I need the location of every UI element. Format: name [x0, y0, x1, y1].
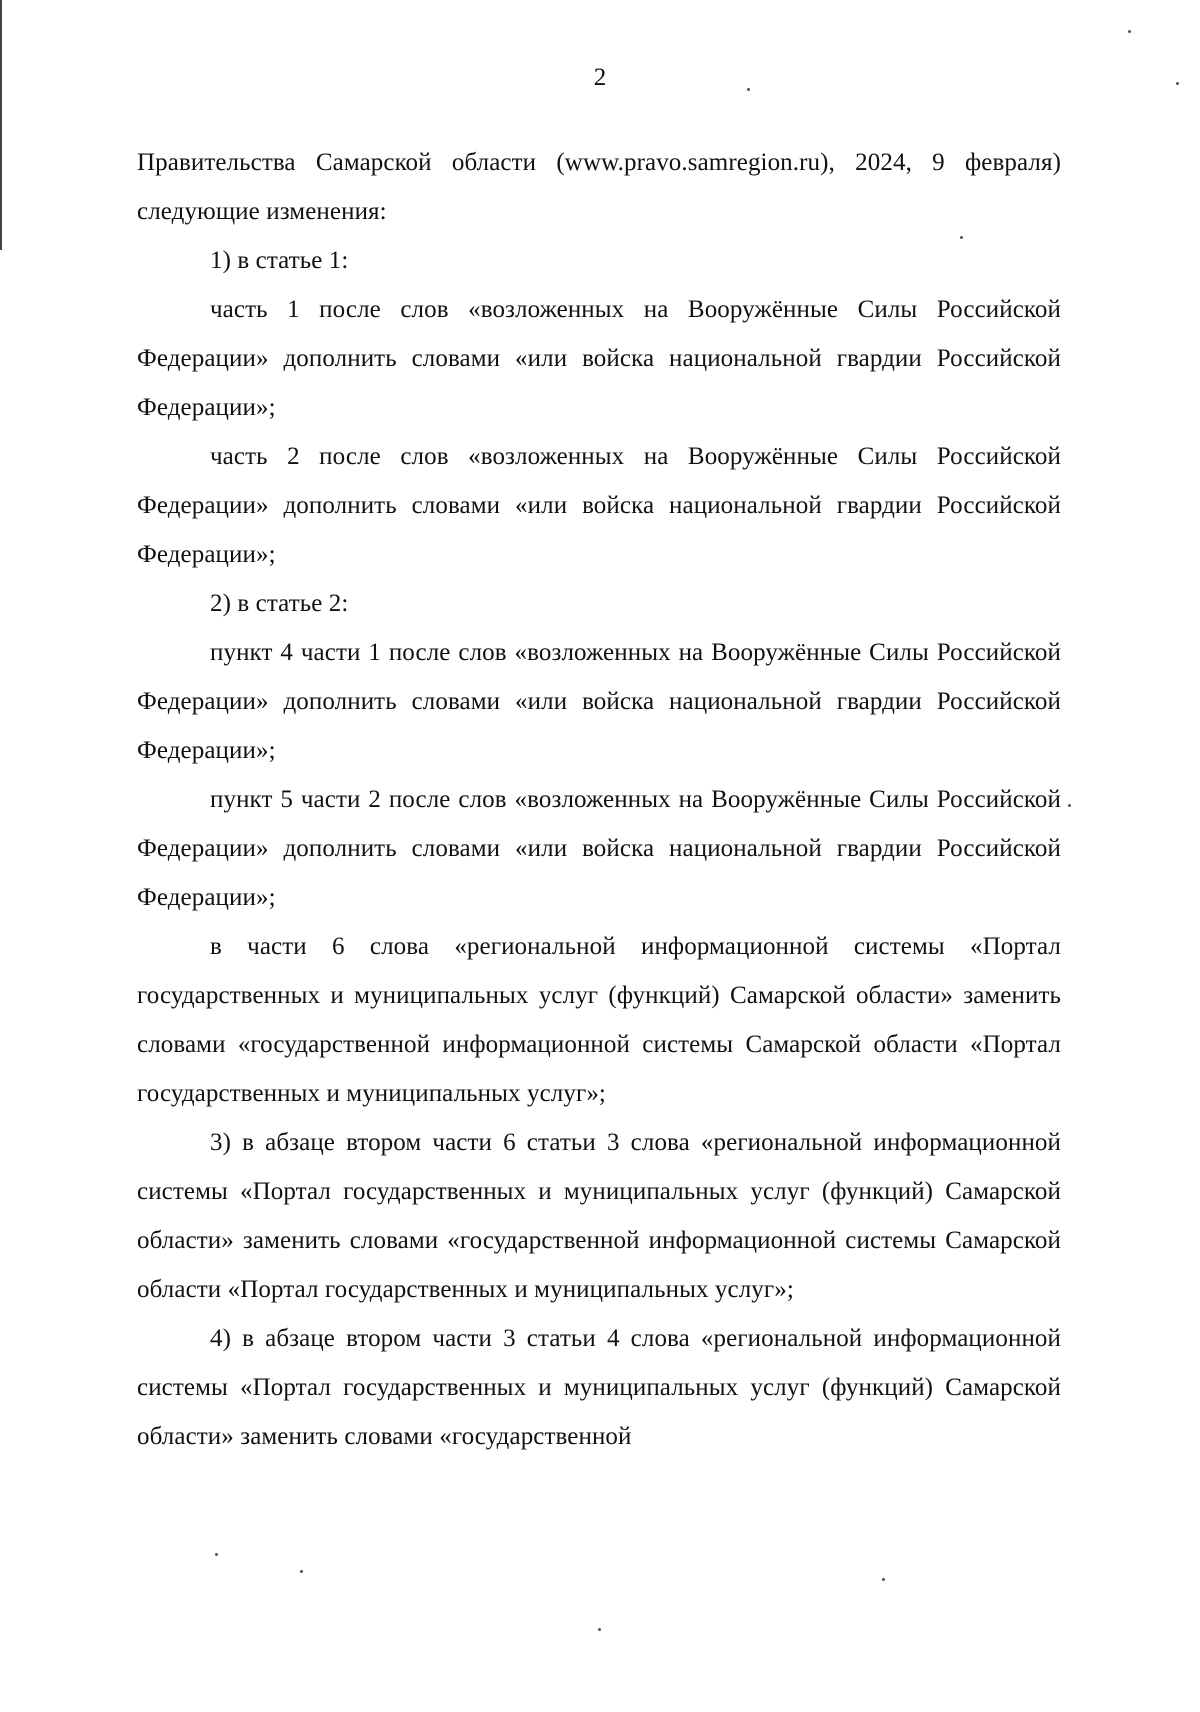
scan-speck: [1128, 30, 1131, 33]
paragraph: 3) в абзаце втором части 6 статьи 3 слова «региональной информационной системы «Портал государственных и муниципальных услуг (функций) Самарской области» заменить словами «государственной информационной системы Самарской области «Портал государственных и муниципальных услуг»;: [137, 1129, 1061, 1303]
paragraph: часть 2 после слов «возложенных на Вооружённые Силы Российской Федерации» дополнить словами «или войска национальной гвардии Российской Федерации»;: [137, 443, 1061, 568]
paragraph: пункт 4 части 1 после слов «возложенных на Вооружённые Силы Российской Федерации» дополнить словами «или войска национальной гвардии Российской Федерации»;: [137, 639, 1061, 764]
scan-speck: [598, 1628, 601, 1631]
scan-edge-line: [0, 0, 2, 250]
paragraph: пункт 5 части 2 после слов «возложенных на Вооружённые Силы Российской Федерации» дополнить словами «или войска национальной гвардии Российской Федерации»;: [137, 786, 1061, 911]
paragraph: 4) в абзаце втором части 3 статьи 4 слова «региональной информационной системы «Портал государственных и муниципальных услуг (функций) Самарской области» заменить словами «государственной: [137, 1325, 1061, 1450]
scan-speck: [1068, 804, 1071, 807]
page-number: 2: [593, 64, 607, 91]
scan-speck: [215, 1553, 218, 1556]
scan-speck: [300, 1570, 303, 1573]
document-body: [137, 138, 1061, 1461]
paragraph: 2) в статье 2:: [210, 590, 349, 617]
scan-speck: [882, 1578, 885, 1581]
paragraph: 1) в статье 1:: [210, 247, 349, 274]
paragraph: Правительства Самарской области (www.pravo.samregion.ru), 2024, 9 февраля) следующие изменения:: [137, 149, 1061, 225]
paragraph: в части 6 слова «региональной информационной системы «Портал государственных и муниципальных услуг (функций) Самарской области» заменить словами «государственной информационной системы Самарской области «Портал государственных и муниципальных услуг»;: [137, 933, 1061, 1107]
paragraph: часть 1 после слов «возложенных на Вооружённые Силы Российской Федерации» дополнить словами «или войска национальной гвардии Российской Федерации»;: [137, 296, 1061, 421]
